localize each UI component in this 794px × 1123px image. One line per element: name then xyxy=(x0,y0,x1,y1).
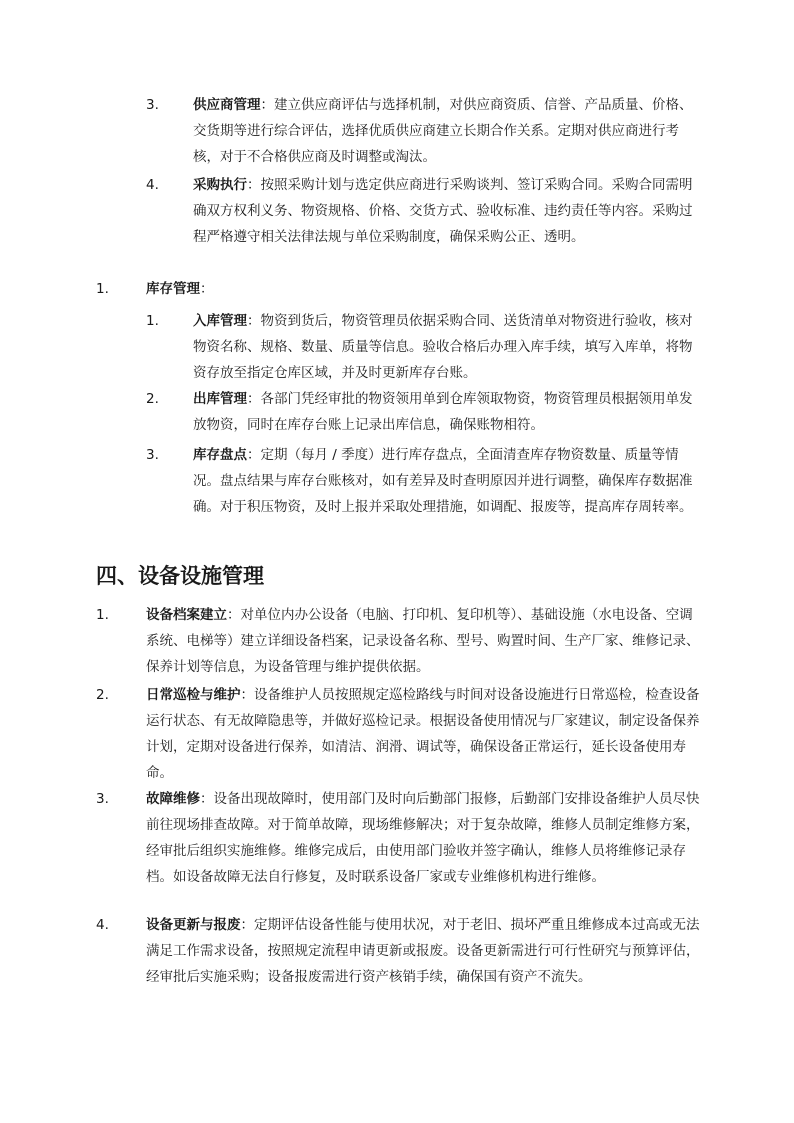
list-text xyxy=(146,786,706,890)
list-number: 3. xyxy=(146,97,159,113)
list-number: 1. xyxy=(96,607,109,623)
list-number: 1. xyxy=(96,281,109,297)
list-text xyxy=(193,92,703,170)
item-title: 出库管理 xyxy=(193,391,247,407)
item-title: 故障维修 xyxy=(146,791,200,807)
list-number: 4. xyxy=(96,917,109,933)
item-title: 供应商管理 xyxy=(193,97,261,113)
item-description: ：设备维护人员按照规定巡检路线与时间对设备设施进行日常巡检，检查设备运行状态、有无故障隐患等，并做好巡检记录。根据设备使用情况与厂家建议，制定设备保养计划，定期对设备进行保养，如清洁、润滑、调试等，确保设备正常运行，延长设备使用寿命。 xyxy=(146,687,700,781)
item-description: ：物资到货后，物资管理员依据采购合同、送货清单对物资进行验收，核对物资名称、规格、数量、质量等信息。验收合格后办理入库手续，填写入库单，将物资存放至指定仓库区域，并及时更新库存台账。 xyxy=(193,313,693,381)
section-heading: 四、设备设施管理 xyxy=(96,564,264,588)
list-text xyxy=(146,602,706,680)
item-colon: ： xyxy=(200,281,214,297)
list-number: 2. xyxy=(146,391,159,407)
list-text xyxy=(193,386,703,438)
item-title: 库存盘点 xyxy=(193,447,247,463)
list-number: 3. xyxy=(146,447,159,463)
item-description: ：建立供应商评估与选择机制，对供应商资质、信誉、产品质量、价格、交货期等进行综合评估，选择优质供应商建立长期合作关系。定期对供应商进行考核，对于不合格供应商及时调整或淘汰。 xyxy=(193,97,693,165)
item-title: 采购执行 xyxy=(193,177,247,193)
list-text xyxy=(146,276,706,302)
list-text xyxy=(193,172,703,250)
item-title: 日常巡检与维护 xyxy=(146,687,241,703)
item-title: 库存管理 xyxy=(146,281,200,297)
item-description: ：定期（每月 / 季度）进行库存盘点，全面清查库存物资数量、质量等情况。盘点结果与库存台账核对，如有差异及时查明原因并进行调整，确保库存数据准确。对于积压物资，及时上报并采取处理措施，如调配、报废等，提高库存周转率。 xyxy=(193,447,693,515)
list-number: 1. xyxy=(146,313,159,329)
list-text xyxy=(193,308,703,386)
item-description: ：定期评估设备性能与使用状况，对于老旧、损坏严重且维修成本过高或无法满足工作需求设备，按照规定流程申请更新或报废。设备更新需进行可行性研究与预算评估，经审批后实施采购；设备报废需进行资产核销手续，确保国有资产不流失。 xyxy=(146,917,700,985)
item-description: ：对单位内办公设备（电脑、打印机、复印机等）、基础设施（水电设备、空调系统、电梯等）建立详细设备档案，记录设备名称、型号、购置时间、生产厂家、维修记录、保养计划等信息，为设备管理与维护提供依据。 xyxy=(146,607,700,675)
list-number: 4. xyxy=(146,177,159,193)
list-text xyxy=(146,912,706,990)
item-description: ：各部门凭经审批的物资领用单到仓库领取物资，物资管理员根据领用单发放物资，同时在库存台账上记录出库信息，确保账物相符。 xyxy=(193,391,693,433)
item-title: 入库管理 xyxy=(193,313,247,329)
item-description: ：按照采购计划与选定供应商进行采购谈判、签订采购合同。采购合同需明确双方权利义务、物资规格、价格、交货方式、验收标准、违约责任等内容。采购过程严格遵守相关法律法规与单位采购制度，确保采购公正、透明。 xyxy=(193,177,693,245)
item-title: 设备档案建立 xyxy=(146,607,227,623)
list-text xyxy=(193,442,703,520)
list-number: 2. xyxy=(96,687,109,703)
item-title: 设备更新与报废 xyxy=(146,917,241,933)
list-number: 3. xyxy=(96,791,109,807)
item-description: ：设备出现故障时，使用部门及时向后勤部门报修，后勤部门安排设备维护人员尽快前往现场排查故障。对于简单故障，现场维修解决；对于复杂故障，维修人员制定维修方案，经审批后组织实施维修。维修完成后，由使用部门验收并签字确认，维修人员将维修记录存档。如设备故障无法自行修复，及时联系设备厂家或专业维修机构进行维修。 xyxy=(146,791,700,885)
list-text xyxy=(146,682,706,786)
